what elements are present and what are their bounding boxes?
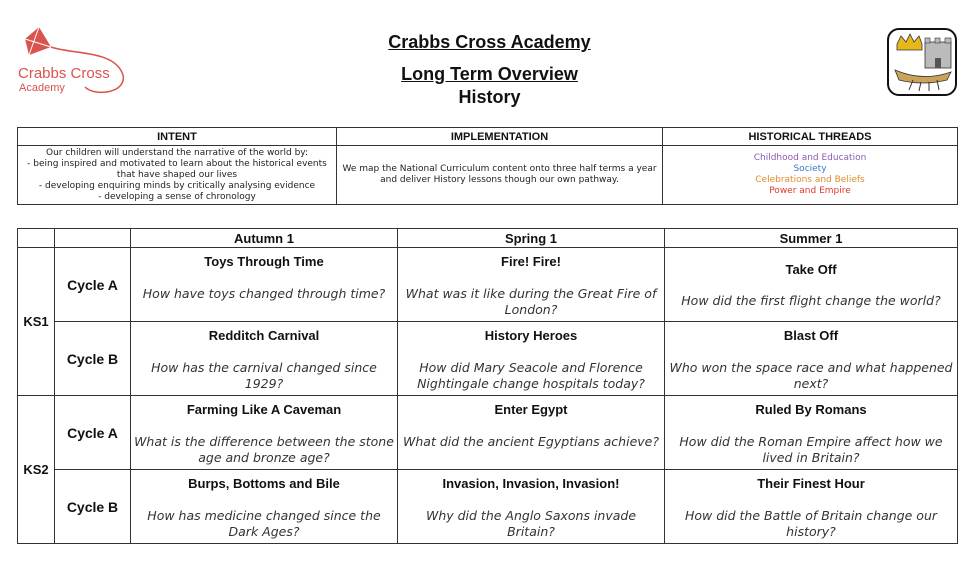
implementation-header: IMPLEMENTATION <box>337 128 663 146</box>
logo-name: Crabbs Cross <box>18 65 110 82</box>
topic-title: Burps, Bottoms and Bile <box>188 476 340 491</box>
table-row <box>18 396 958 470</box>
topic-title: Take Off <box>785 262 837 277</box>
table-row <box>18 248 958 322</box>
intent-text: Our children will understand the narrative of the world by: - being inspired and motivated to learn about the historical events that have shaped our lives - developing enquiring minds by critically analysing evidence - developing a sense of chronology <box>18 146 337 205</box>
thread-item: Society <box>793 164 827 174</box>
topic-title: Fire! Fire! <box>501 254 561 269</box>
topic-cell <box>398 248 665 322</box>
topic-cell <box>131 470 398 544</box>
topic-title: Toys Through Time <box>204 254 324 269</box>
topic-cell <box>398 322 665 396</box>
topic-cell <box>398 396 665 470</box>
document-title: Long Term Overview <box>401 64 578 84</box>
key-stage-label: KS2 <box>18 396 55 544</box>
topic-cell <box>665 322 958 396</box>
cycle-label: Cycle A <box>55 396 131 470</box>
topic-title: Invasion, Invasion, Invasion! <box>442 476 620 491</box>
topic-question: How have toys changed through time? <box>142 286 386 301</box>
overview-table <box>17 228 958 544</box>
implementation-text: We map the National Curriculum content onto three half terms a year and deliver History lessons though our own pathway. <box>337 146 663 205</box>
topic-question: How has the carnival changed since 1929? <box>151 360 377 391</box>
cycle-label: Cycle B <box>55 322 131 396</box>
cycle-label: Cycle B <box>55 470 131 544</box>
crest-icon <box>887 28 957 96</box>
topic-question: How did the Battle of Britain change our history? <box>684 508 938 539</box>
topic-cell <box>131 322 398 396</box>
thread-item: Celebrations and Beliefs <box>755 175 865 185</box>
thread-item: Power and Empire <box>769 186 851 196</box>
topic-question: How has medicine changed since the Dark Ages? <box>147 508 381 539</box>
key-stage-label: KS1 <box>18 248 55 396</box>
topic-title: Blast Off <box>783 328 839 343</box>
column-header-summer: Summer 1 <box>665 229 958 248</box>
topic-cell <box>665 248 958 322</box>
topic-question: Why did the Anglo Saxons invade Britain? <box>425 508 637 539</box>
logo-subtitle: Academy <box>19 82 65 94</box>
topic-question: What is the difference between the stone age and bronze age? <box>134 434 394 465</box>
intent-header: INTENT <box>18 128 337 146</box>
topic-title: Their Finest Hour <box>757 476 865 491</box>
topic-question: Who won the space race and what happened next? <box>669 360 953 391</box>
topic-title: Enter Egypt <box>494 402 568 417</box>
topic-title: Farming Like A Caveman <box>186 402 342 417</box>
subject-title: History <box>458 87 521 107</box>
table-row <box>18 470 958 544</box>
topic-question: What was it like during the Great Fire of London? <box>405 286 657 317</box>
topic-title: History Heroes <box>484 328 578 343</box>
topic-title: Redditch Carnival <box>208 328 320 343</box>
topic-cell <box>131 396 398 470</box>
table-row <box>18 322 958 396</box>
thread-item: Childhood and Education <box>753 153 867 163</box>
topic-cell <box>665 470 958 544</box>
threads-list <box>663 146 958 205</box>
topic-title: Ruled By Romans <box>755 402 867 417</box>
blank-header <box>55 229 131 248</box>
column-header-autumn: Autumn 1 <box>131 229 398 248</box>
topic-cell <box>665 396 958 470</box>
intent-table <box>17 127 958 205</box>
topic-question: How did the Roman Empire affect how we lived in Britain? <box>679 434 943 465</box>
cycle-label: Cycle A <box>55 248 131 322</box>
school-name: Crabbs Cross Academy <box>388 32 591 52</box>
topic-question: How did the first flight change the world? <box>681 293 941 308</box>
blank-header <box>18 229 55 248</box>
topic-cell <box>398 470 665 544</box>
topic-cell <box>131 248 398 322</box>
topic-question: How did Mary Seacole and Florence Nightingale change hospitals today? <box>417 360 645 391</box>
topic-question: What did the ancient Egyptians achieve? <box>403 434 659 449</box>
column-header-spring: Spring 1 <box>398 229 665 248</box>
threads-header: HISTORICAL THREADS <box>663 128 958 146</box>
